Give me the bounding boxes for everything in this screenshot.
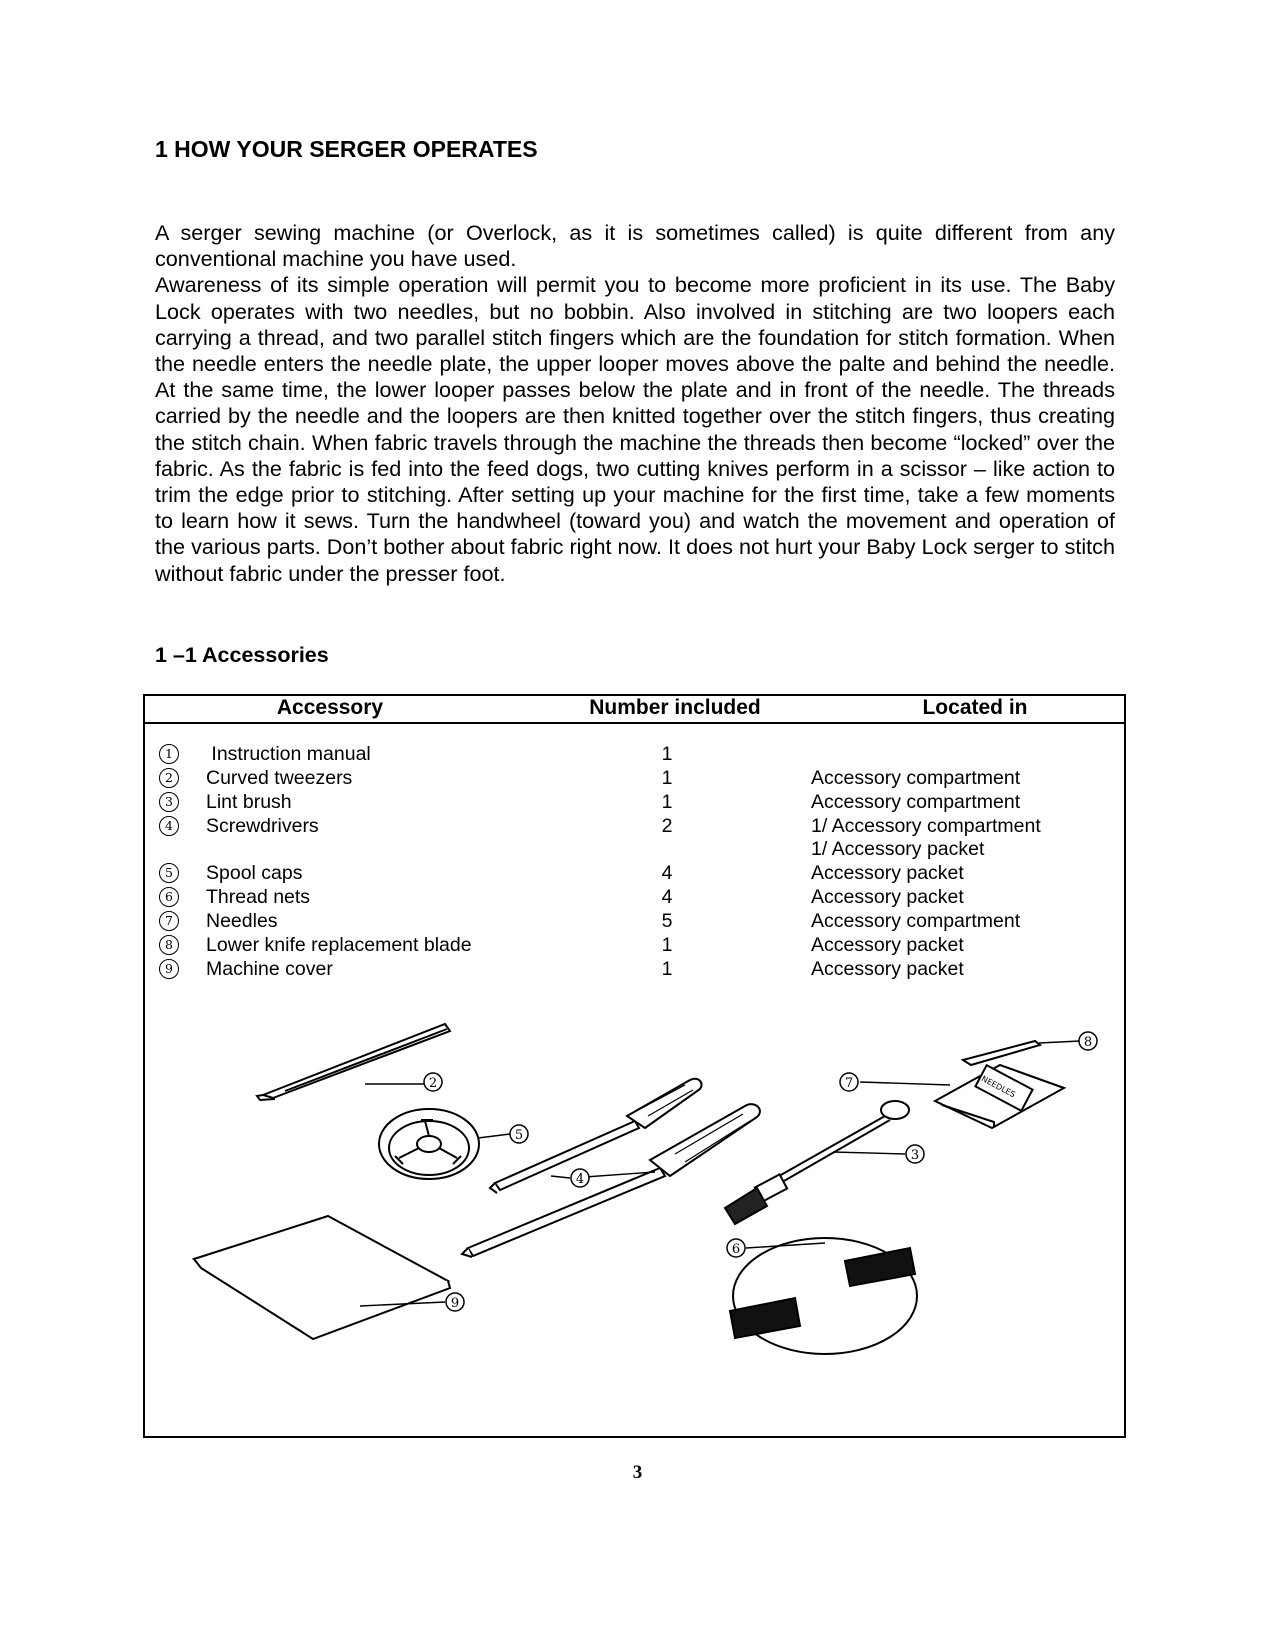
accessory-quantity: 1	[661, 743, 673, 765]
paragraph-2: Awareness of its simple operation will permit you to become more proficient in its use. The Baby Lock operates with two needles, but no bobbin. Also involved in stitching are two loopers each carrying a thread, and two parallel stitch fingers which are the foundation for stitch formation. When the needle enters the needle plate, the upper looper moves above the palte and behind the needle. At the same time, the lower looper passes below the plate and in front of the needle. The threads carried by the needle and the loopers are then knitted together over the stitch fingers, thus creating the stitch chain. When fabric travels through the machine the threads then become “locked” over the fabric. As the fabric is fed into the feed dogs, two cutting knives perform in a scissor – like action to trim the edge prior to stitching. After setting up your machine for the first time, take a few moments to learn how it sews. Turn the handwheel (toward you) and watch the movement and operation of the various parts. Don’t bother about fabric right now. It does not hurt your Baby Lock serger to stitch without fabric under the presser foot.	[155, 272, 1115, 586]
accessories-illustration	[145, 696, 1125, 1436]
accessory-location: Accessory packet	[811, 886, 964, 908]
accessory-quantity: 1	[661, 958, 673, 980]
accessory-location: Accessory compartment	[811, 910, 1021, 932]
item-number-badge: 4	[159, 816, 179, 836]
callout-number: 5	[514, 1128, 524, 1143]
spool-cap-drawing	[379, 1109, 510, 1179]
item-number-badge: 1	[159, 744, 179, 764]
accessory-quantity: 4	[661, 886, 673, 908]
item-number-badge: 6	[159, 887, 179, 907]
intro-text	[155, 220, 1115, 587]
accessory-location: Accessory packet	[811, 958, 964, 980]
accessory-name: Machine cover	[206, 958, 333, 980]
knife-blade-drawing	[963, 1041, 1080, 1065]
accessory-name: Curved tweezers	[206, 767, 353, 789]
machine-cover-drawing	[194, 1216, 450, 1339]
accessory-quantity: 4	[661, 862, 673, 884]
callout-number: 4	[575, 1172, 585, 1187]
callout-number: 3	[910, 1148, 920, 1163]
paragraph-1: A serger sewing machine (or Overlock, as it is sometimes called) is quite different from any conventional machine you have used.	[155, 220, 1115, 272]
accessory-quantity: 1	[661, 791, 673, 813]
accessories-table	[143, 694, 1126, 1438]
tweezers-drawing	[257, 1024, 450, 1100]
accessory-location: Accessory compartment	[811, 791, 1021, 813]
accessory-location: Accessory packet	[811, 934, 964, 956]
accessory-quantity: 1	[661, 767, 673, 789]
accessory-name: Lower knife replacement blade	[206, 934, 472, 956]
callout-number: 8	[1083, 1035, 1093, 1050]
accessory-location: Accessory packet	[811, 862, 964, 884]
item-number-badge: 5	[159, 863, 179, 883]
accessory-name: Screwdrivers	[206, 815, 319, 837]
needle-pack-label: NEEDLES	[979, 1074, 1017, 1100]
accessory-name: Lint brush	[206, 791, 292, 813]
item-number-badge: 7	[159, 911, 179, 931]
accessory-name: Spool caps	[206, 862, 303, 884]
accessory-location: 1/ Accessory compartment	[811, 815, 1041, 837]
item-number-badge: 9	[159, 959, 179, 979]
accessory-name: Thread nets	[206, 886, 311, 908]
accessory-name: Instruction manual	[206, 743, 371, 765]
callout-number: 7	[844, 1076, 854, 1091]
callout-number: 9	[450, 1296, 460, 1311]
screwdrivers-drawing	[462, 1079, 760, 1257]
page-heading: 1 HOW YOUR SERGER OPERATES	[155, 136, 538, 162]
header-located-in: Located in	[922, 696, 1028, 719]
callout-number: 6	[731, 1242, 741, 1257]
callout-number: 2	[428, 1076, 438, 1091]
accessory-name: Needles	[206, 910, 278, 932]
accessory-quantity: 2	[661, 815, 673, 837]
accessory-location-secondary: 1/ Accessory packet	[811, 838, 985, 860]
accessory-quantity: 5	[661, 910, 673, 932]
header-number-included: Number included	[589, 696, 761, 719]
accessory-quantity: 1	[661, 934, 673, 956]
item-number-badge: 3	[159, 792, 179, 812]
page-number: 3	[632, 1462, 643, 1483]
accessory-location: Accessory compartment	[811, 767, 1021, 789]
thread-nets-drawing	[730, 1238, 917, 1354]
item-number-badge: 2	[159, 768, 179, 788]
header-accessory: Accessory	[276, 696, 384, 719]
item-number-badge: 8	[159, 935, 179, 955]
accessories-heading: 1 –1 Accessories	[155, 643, 329, 667]
